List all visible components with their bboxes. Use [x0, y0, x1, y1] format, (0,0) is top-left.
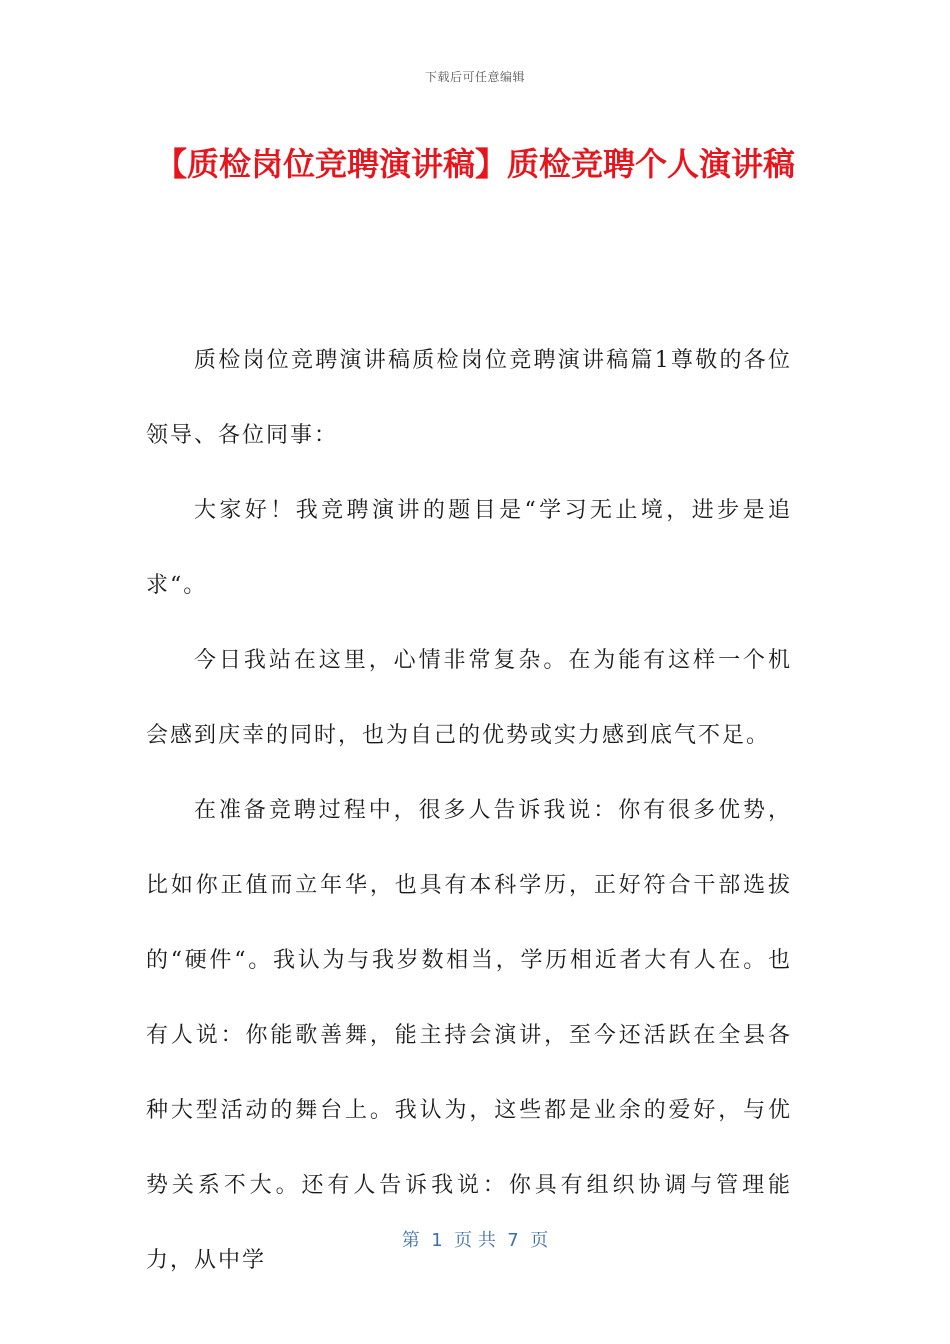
paragraph: 大家好！我竞聘演讲的题目是“学习无止境，进步是追求“。 — [146, 498, 792, 598]
paragraph: 在准备竞聘过程中，很多人告诉我说：你有很多优势，比如你正值而立年华，也具有本科学历，正好符合干部选拔的“硬件“。我认为与我岁数相当，学历相近者大有人在。也有人说：你能歌善舞，能主持会演讲，至今还活跃在全县各种大型活动的舞台上。我认为，这些都是业余的爱好，与优势关系不大。还有人告诉我说：你具有组织协调与管理能力，从中学 — [146, 798, 792, 1273]
paragraph: 质检岗位竞聘演讲稿质检岗位竞聘演讲稿篇1尊敬的各位领导、各位同事： — [146, 348, 792, 448]
paragraph: 今日我站在这里，心情非常复杂。在为能有这样一个机会感到庆幸的同时，也为自己的优势或实力感到底气不足。 — [146, 648, 792, 748]
document-body — [146, 323, 792, 1298]
header-note: 下载后可任意编辑 — [424, 70, 525, 84]
document-title: 【质检岗位竞聘演讲稿】质检竞聘个人演讲稿 — [154, 145, 795, 183]
page-number-footer: 第 1 页 共 7 页 — [401, 1230, 549, 1251]
